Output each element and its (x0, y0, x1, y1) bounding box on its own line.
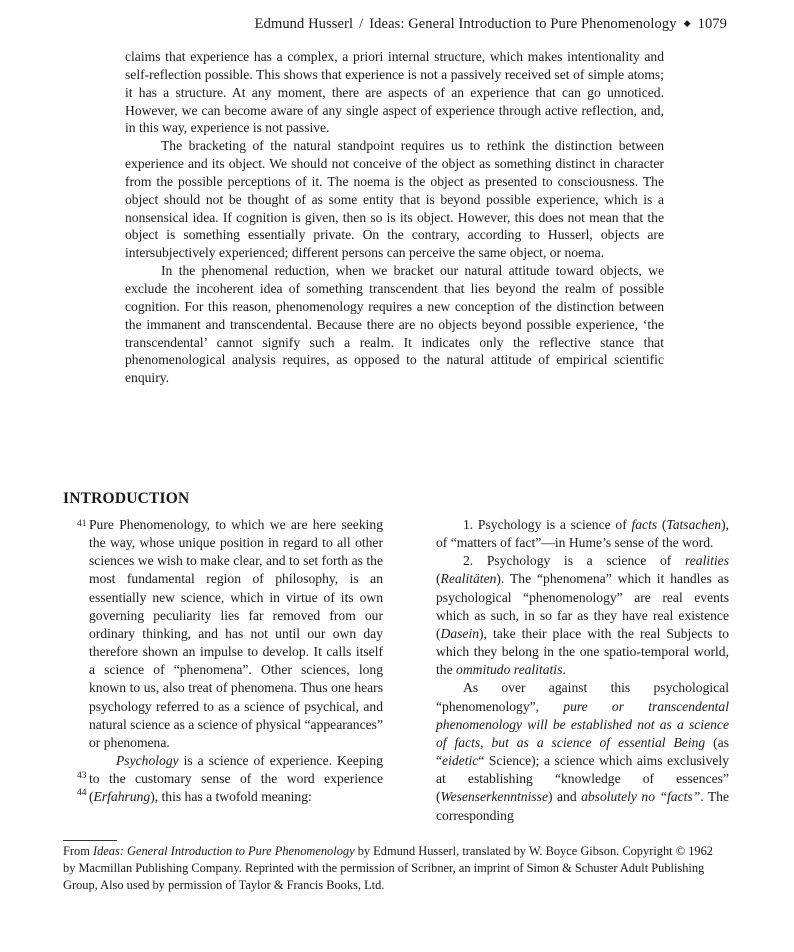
psychology-term: Psychology (116, 753, 179, 769)
diamond-icon: ◆ (683, 18, 691, 28)
right-column (436, 516, 729, 825)
source-credit: From Ideas: General Introduction to Pure Phenomenology by Edmund Husserl, translated by W. Boyce Gibson. Copyright © 1962 by Macmillan Publishing Company. Reprinted with the permission of Scribner, an imprint of Simon & Schuster Adult Publishing Group, Also used by permission of Taylor & Francis Books, Ltd. (63, 844, 713, 893)
source-title: Ideas: General Introduction to Pure Phenomenology (92, 844, 355, 858)
margin-number-44: 44 (77, 788, 87, 798)
footnote-rule (63, 840, 117, 841)
commentary-paragraph-3: In the phenomenal reduction, when we bracket our natural attitude toward objects, we exclude the incoherent idea of something transcendent that lies beyond the realm of possible cognition. For this reason, phenomenology requires a new conception of the distinction between the immanent and transcendental. Because there are no objects beyond possible experience, ‘the transcendental’ cannot signify such a realm. It indicates only the reflective stance that phenomenological analysis requires, as opposed to the natural attitude of empirical scientific enquiry. (125, 263, 664, 386)
commentary-paragraph-2: The bracketing of the natural standpoint requires us to rethink the distinction between experience and its object. We should not conceive of the object as something distinct in character from the possible perceptions of it. The noema is the object as presented to consciousness. The object should not be thought of as some entity that is beyond possible experience, which is a nonsensical idea. If cognition is given, then so is its object. However, this does not mean that the object is something essentially private. On the contrary, according to Husserl, objects are intersubjectively experienced; different persons can perceive the same object, or noema. (125, 138, 664, 261)
running-head-title: Ideas: General Introduction to Pure Phenomenology (369, 16, 677, 32)
left-column (89, 516, 383, 807)
editorial-commentary (125, 48, 664, 387)
erfahrung-term: Erfahrung (93, 789, 151, 805)
right-paragraph-3: As over against this psychological “phenomenology”, pure or transcendental phenomenology will be established not as a science of facts, but as a science of essential Being (as “eidetic“ Science); a science which aims exclusively at establishing “knowledge of essences” (Wesenserkenntnisse) and absolutely no “facts”. The corresponding (436, 680, 730, 823)
footnote (63, 843, 723, 895)
page-number: 1079 (697, 16, 727, 32)
margin-number-41: 41 (77, 519, 87, 529)
section-heading: INTRODUCTION (63, 490, 190, 507)
running-head-separator: / (359, 16, 364, 32)
right-item-2: 2. Psychology is a science of realities (Realitäten). The “phenomena” which it handles as psychological “phenomenology” are real events which as such, in so far as they have real existence (Dasein), take their place with the real Subjects to which they belong in the one spatio-temporal world, the ommitudo realitatis. (436, 553, 729, 678)
right-item-1: 1. Psychology is a science of facts (Tatsachen), of “matters of fact”—in Hume’s sense of the word. (436, 517, 729, 551)
running-head-author: Edmund Husserl (254, 16, 354, 32)
commentary-paragraph-1: claims that experience has a complex, a priori internal structure, which makes intentionality and self-reflection possible. This shows that experience is not a passively received set of simple atoms; it has a structure. At any moment, there are aspects of an experience that can go unnoticed. However, we can become aware of any single aspect of experience through active reflection, and, in this way, experience is not passive. (125, 49, 664, 136)
left-paragraph-2: Psychology is a science of experience. Keeping to the customary sense of the word experience (Erfahrung), this has a twofold meaning: (89, 753, 383, 805)
margin-number-43: 43 (77, 771, 87, 781)
running-head (0, 16, 727, 33)
left-paragraph-1: Pure Phenomenology, to which we are here seeking the way, whose unique position in regard to all other sciences we wish to make clear, and to set forth as the most fundamental region of philosophy, is an essentially new science, which in virtue of its own governing peculiarity lies far removed from our ordinary thinking, and has not until our own day therefore shown an impulse to develop. It calls itself a science of “phenomena”. Other sciences, long known to us, also treat of phenomena. Thus one hears psychology referred to as a science of psychical, and natural science as a science of physical “appearances” or phenomena. (89, 517, 383, 750)
